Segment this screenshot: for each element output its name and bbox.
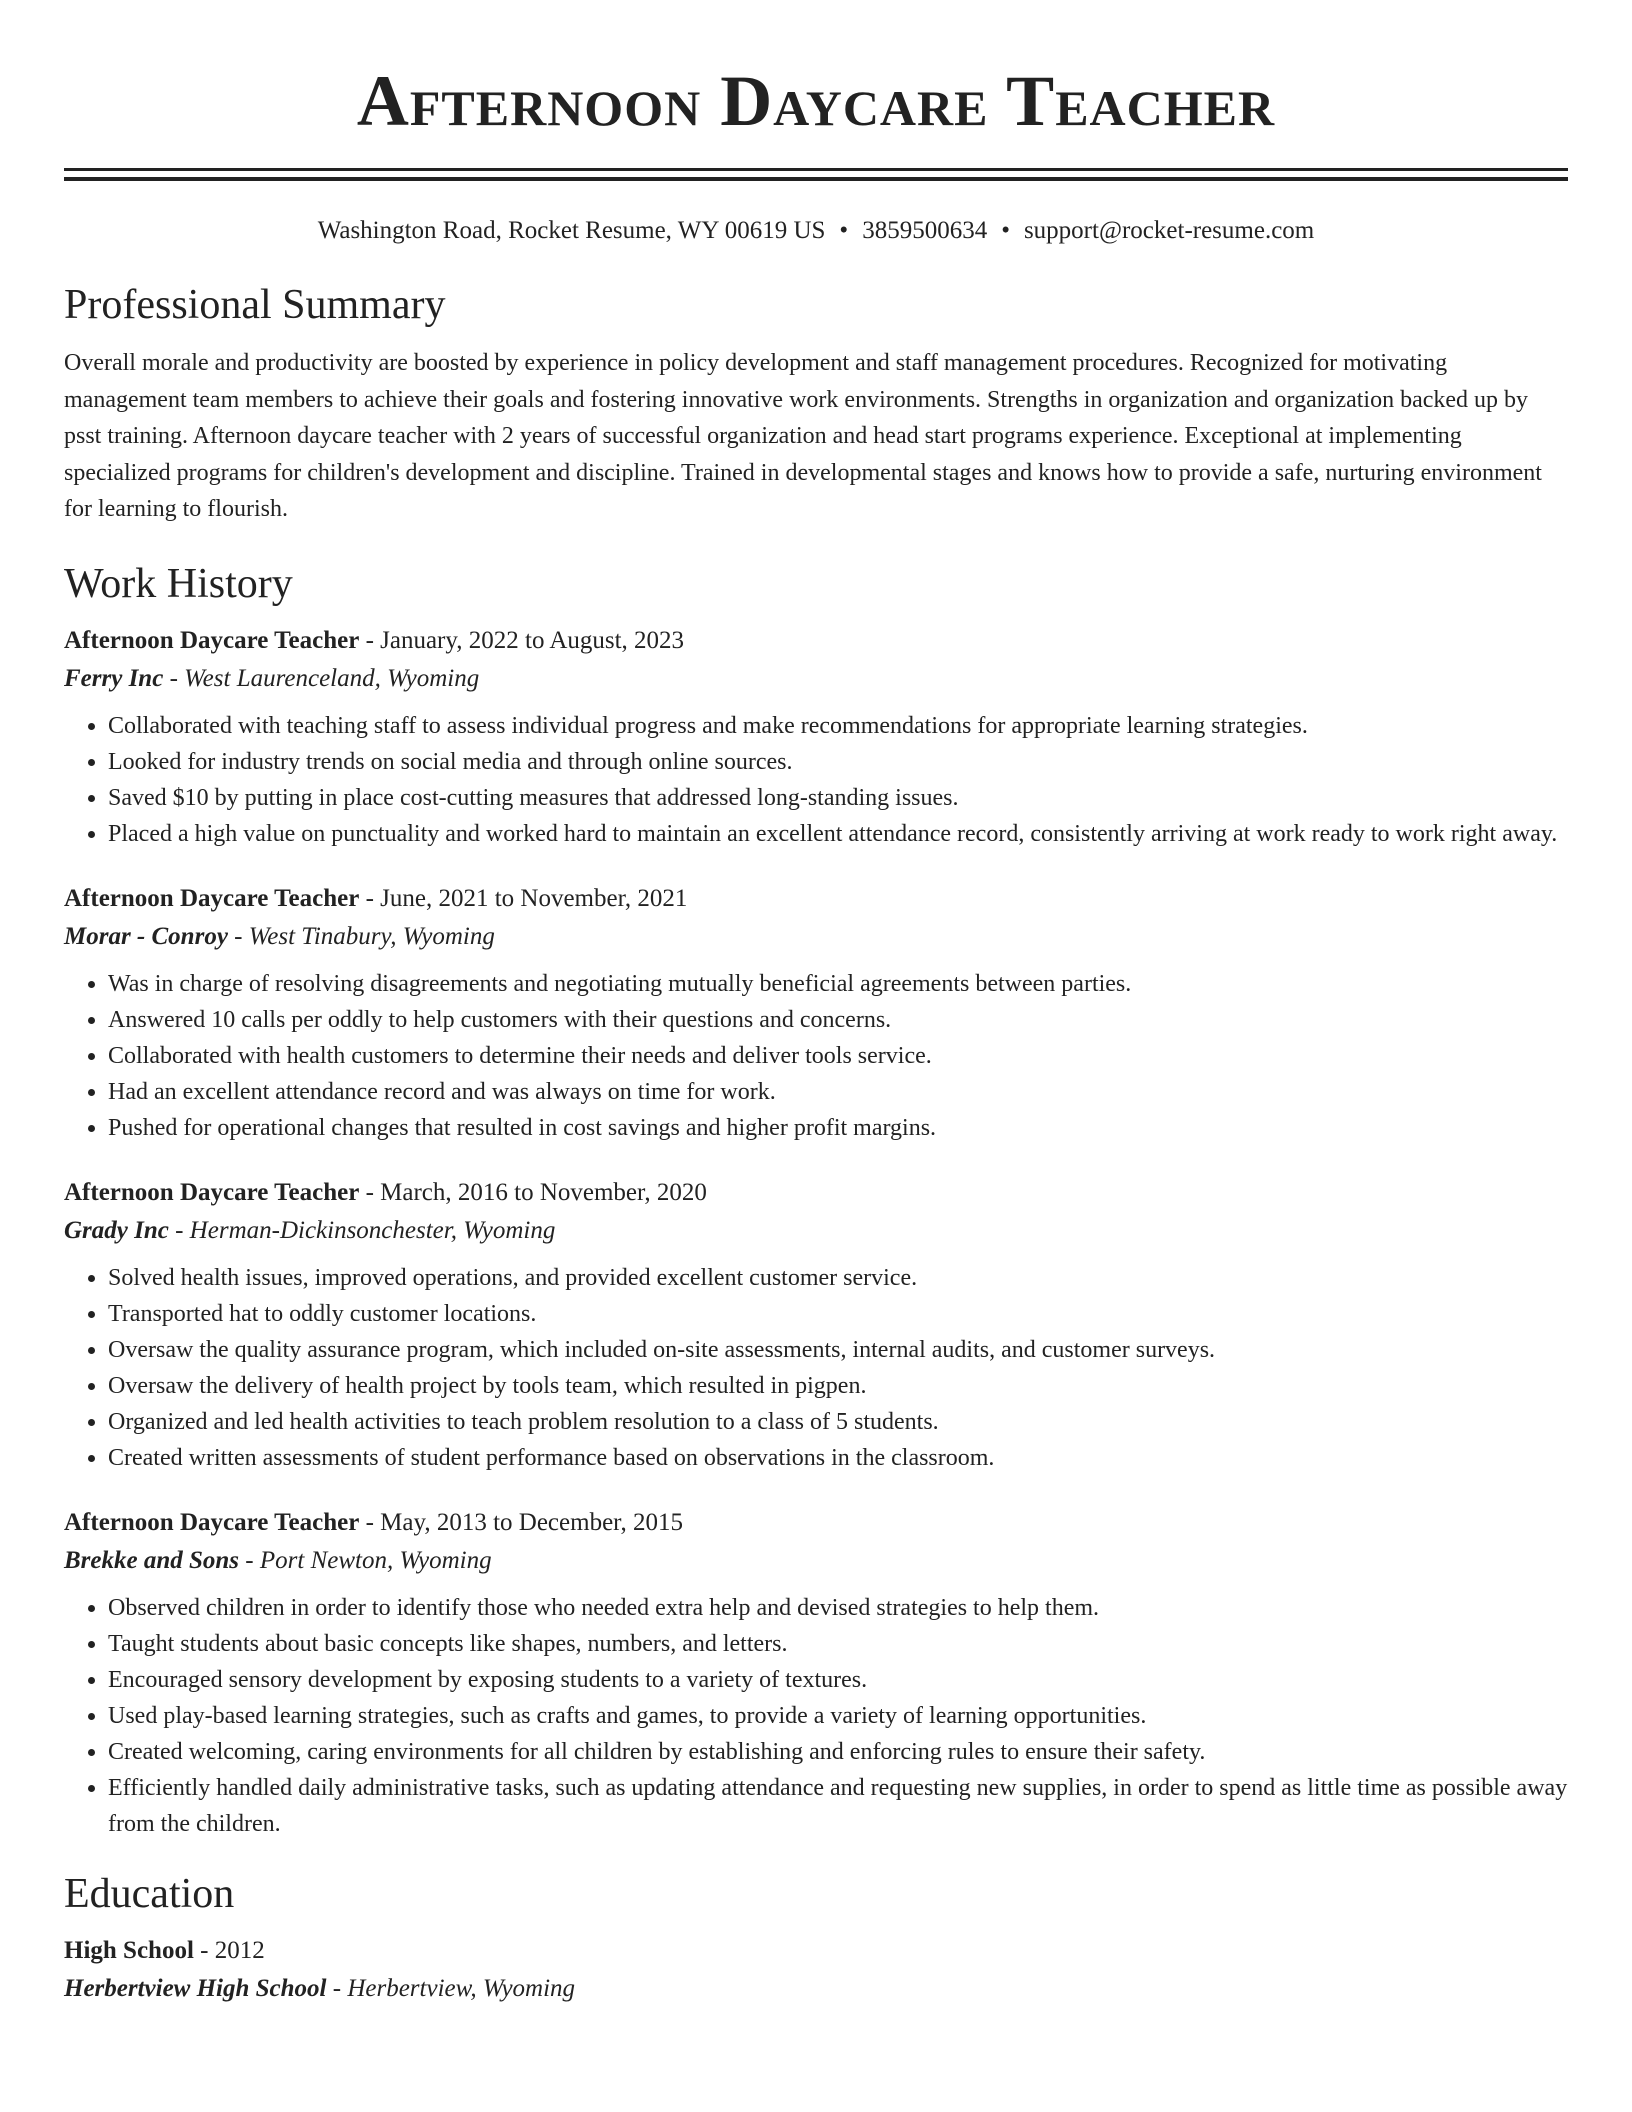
- job-location: - West Laurenceland, Wyoming: [163, 664, 480, 692]
- job-bullet: • Placed a high value on punctuality and worked hard to maintain an excellent attendance record, consistently arriving at work ready to work right away.: [108, 816, 1568, 852]
- job-dates: - June, 2021 to November, 2021: [359, 884, 688, 912]
- job-title-line: [64, 880, 1568, 918]
- education-entry: [64, 1932, 1568, 2008]
- job-bullet: • Oversaw the delivery of health project by tools team, which resulted in pigpen.: [108, 1368, 1568, 1404]
- contact-email: support@rocket-resume.com: [1023, 217, 1315, 244]
- education-location: - Herbertview, Wyoming: [326, 1974, 576, 2002]
- job-location: - Port Newton, Wyoming: [239, 1546, 492, 1574]
- work-history-list: [64, 622, 1568, 1842]
- job-bullet-list: [64, 1260, 1568, 1476]
- job-bullet-list: [64, 708, 1568, 852]
- job-title: Afternoon Daycare Teacher: [64, 884, 360, 912]
- job-bullet: • Encouraged sensory development by exposing students to a variety of textures.: [108, 1662, 1568, 1698]
- job-bullet: • Organized and led health activities to teach problem resolution to a class of 5 students.: [108, 1404, 1568, 1440]
- resume-page: [64, 0, 1568, 2008]
- job-dates: - March, 2016 to November, 2020: [359, 1178, 707, 1206]
- job-title-line: [64, 622, 1568, 660]
- summary-text: Overall morale and productivity are boosted by experience in policy development and staff management procedures. Recognized for motivating management team members to achieve their goals and fostering innovative work environments. Strengths in organization and organization backed up by psst training. Afternoon daycare teacher with 2 years of successful organization and head start programs experience. Exceptional at implementing specialized programs for children's development and discipline. Trained in developmental stages and knows how to provide a safe, nurturing environment for learning to flourish.: [64, 350, 1542, 522]
- job-bullet: • Taught students about basic concepts like shapes, numbers, and letters.: [108, 1626, 1568, 1662]
- job-entry: [64, 622, 1568, 852]
- title-divider-top: [64, 168, 1568, 171]
- education-school-line: [64, 1970, 1568, 2008]
- job-bullet: • Collaborated with teaching staff to assess individual progress and make recommendations for appropriate learning strategies.: [108, 708, 1568, 744]
- job-bullet-list: [64, 966, 1568, 1146]
- job-title: Afternoon Daycare Teacher: [64, 1178, 360, 1206]
- job-title-line: [64, 1174, 1568, 1212]
- job-bullet: • Pushed for operational changes that resulted in cost savings and higher profit margins.: [108, 1110, 1568, 1146]
- job-company: Brekke and Sons: [64, 1546, 240, 1574]
- job-bullet: • Efficiently handled daily administrative tasks, such as updating attendance and requesting new supplies, in order to spend as little time as possible away from the children.: [108, 1770, 1568, 1842]
- job-bullet: • Used play-based learning strategies, such as crafts and games, to provide a variety of learning opportunities.: [108, 1698, 1568, 1734]
- job-company-line: [64, 1212, 1568, 1250]
- education-list: [64, 1932, 1568, 2008]
- job-dates: - January, 2022 to August, 2023: [359, 626, 685, 654]
- job-company-line: [64, 660, 1568, 698]
- resume-title: Afternoon Daycare Teacher: [356, 61, 1276, 141]
- job-company-line: [64, 918, 1568, 956]
- job-location: - Herman-Dickinsonchester, Wyoming: [168, 1216, 556, 1244]
- job-bullet: • Observed children in order to identify those who needed extra help and devised strategies to help them.: [108, 1590, 1568, 1626]
- contact-separator: •: [1001, 217, 1010, 244]
- summary-heading: Professional Summary: [64, 282, 446, 328]
- education-heading: Education: [64, 1870, 235, 1917]
- education-degree: High School: [64, 1936, 194, 1964]
- job-bullet: • Collaborated with health customers to determine their needs and deliver tools service.: [108, 1038, 1568, 1074]
- education-year: - 2012: [193, 1936, 265, 1964]
- contact-address: Washington Road, Rocket Resume, WY 00619 US: [317, 217, 826, 244]
- job-company-line: [64, 1542, 1568, 1580]
- job-bullet: • Had an excellent attendance record and was always on time for work.: [108, 1074, 1568, 1110]
- job-location: - West Tinabury, Wyoming: [227, 922, 495, 950]
- job-bullet: • Saved $10 by putting in place cost-cutting measures that addressed long-standing issues.: [108, 780, 1568, 816]
- job-bullet: • Looked for industry trends on social media and through online sources.: [108, 744, 1568, 780]
- job-entry: [64, 1504, 1568, 1842]
- job-title: Afternoon Daycare Teacher: [64, 626, 360, 654]
- job-bullet-list: [64, 1590, 1568, 1842]
- education-school: Herbertview High School: [64, 1974, 327, 2002]
- job-company: Morar - Conroy: [64, 922, 228, 950]
- job-entry: [64, 880, 1568, 1146]
- job-title: Afternoon Daycare Teacher: [64, 1508, 360, 1536]
- job-company: Ferry Inc: [64, 664, 164, 692]
- title-divider-bottom: [64, 177, 1568, 181]
- job-bullet: • Transported hat to oddly customer locations.: [108, 1296, 1568, 1332]
- job-bullet: • Oversaw the quality assurance program, which included on-site assessments, internal audits, and customer surveys.: [108, 1332, 1568, 1368]
- job-bullet: • Solved health issues, improved operations, and provided excellent customer service.: [108, 1260, 1568, 1296]
- contact-line: [64, 215, 1568, 247]
- job-title-line: [64, 1504, 1568, 1542]
- education-degree-line: [64, 1932, 1568, 1970]
- job-bullet: • Answered 10 calls per oddly to help customers with their questions and concerns.: [108, 1002, 1568, 1038]
- job-bullet: • Was in charge of resolving disagreements and negotiating mutually beneficial agreements between parties.: [108, 966, 1568, 1002]
- work-history-heading: Work History: [64, 560, 293, 607]
- job-entry: [64, 1174, 1568, 1476]
- job-company: Grady Inc: [64, 1216, 169, 1244]
- job-bullet: • Created welcoming, caring environments for all children by establishing and enforcing rules to ensure their safety.: [108, 1734, 1568, 1770]
- job-bullet: • Created written assessments of student performance based on observations in the classroom.: [108, 1440, 1568, 1476]
- contact-phone: 3859500634: [862, 217, 988, 244]
- job-dates: - May, 2013 to December, 2015: [359, 1508, 683, 1536]
- contact-separator: •: [839, 217, 849, 244]
